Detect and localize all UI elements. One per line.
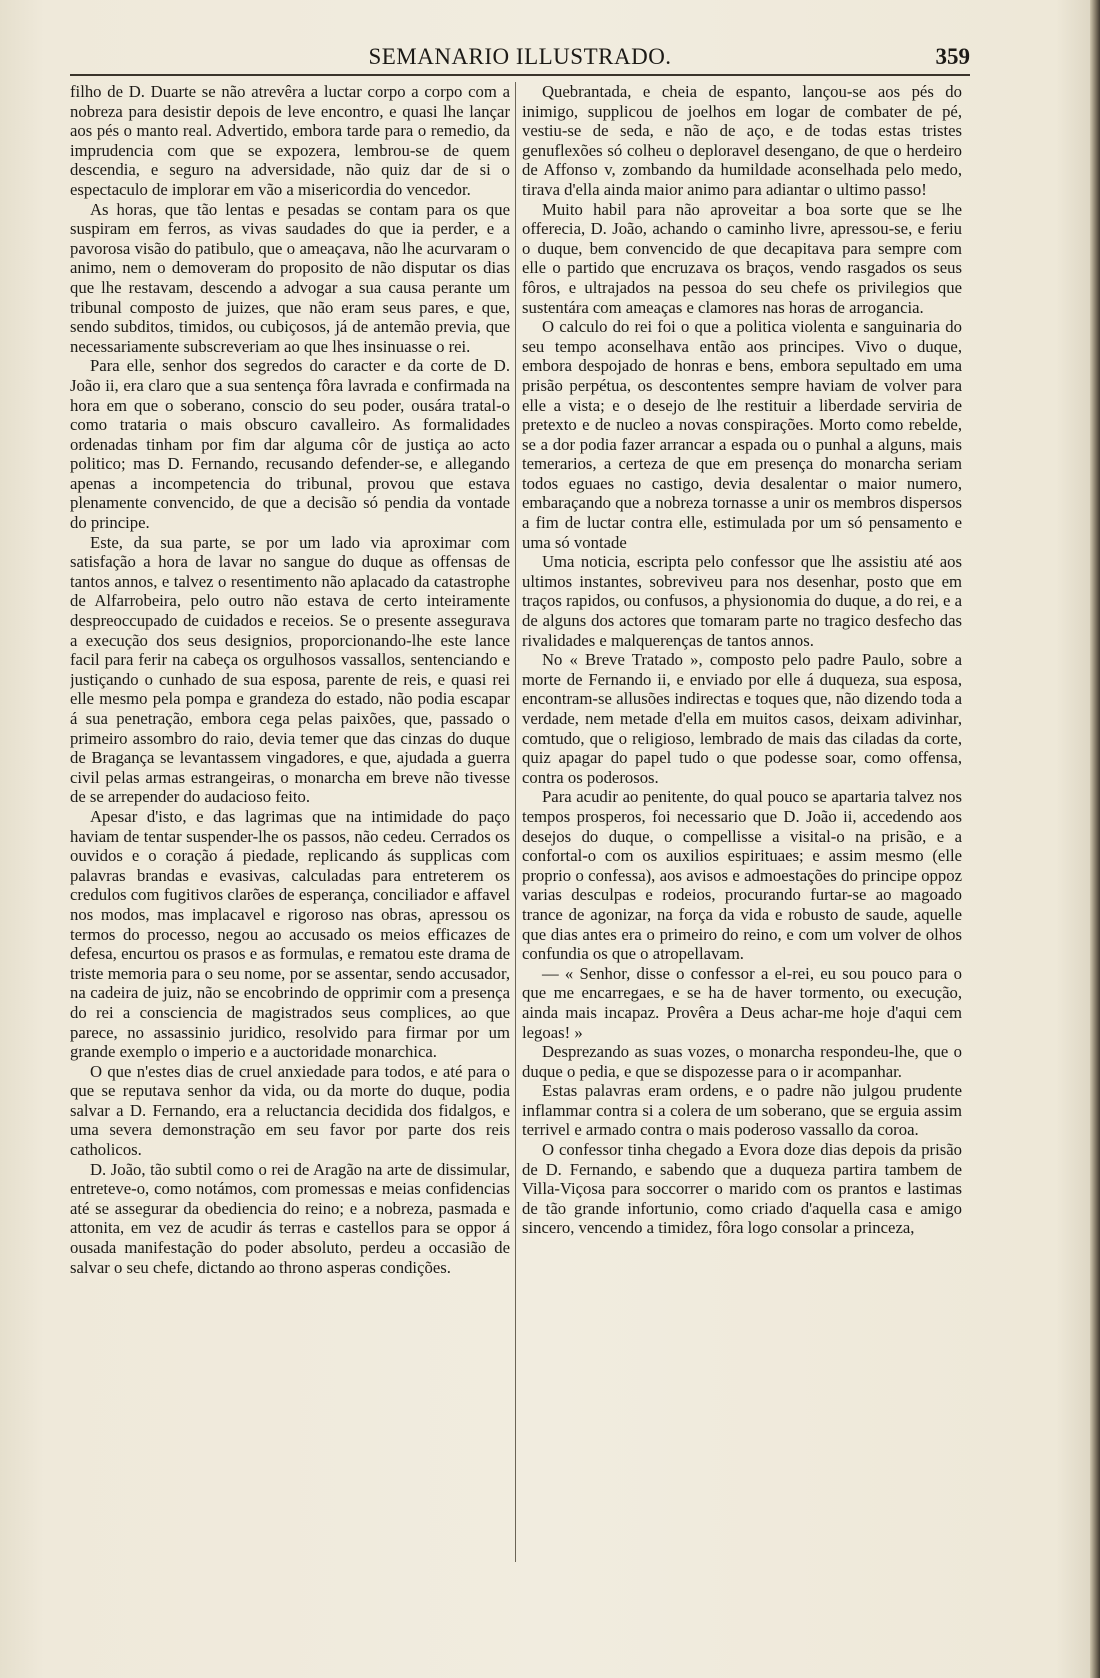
running-title: SEMANARIO ILLUSTRADO.: [368, 44, 672, 69]
paragraph: O calculo do rei foi o que a politica violenta e sanguinaria do seu tempo aconselhava então aos principes. Vivo o duque, embora despojado de honras e bens, embora sepultado em uma prisão perpétua, os descontentes sempre haviam de volver para elle a vista; e o desejo de lhe restituir a liberdade serviria de pretexto e de nucleo a novas conspirações. Morto como rebelde, se a dor podia fazer arrancar a espada ou o punhal a alguns, mais temerarios, a certeza de que em presença do monarcha seriam todos eguaes no castigo, devia desalentar o maior numero, embaraçando que a nobreza tornasse a unir os membros dispersos a fim de luctar contra elle, estimulada por um só pensamento e uma só vontade: [522, 317, 962, 552]
paragraph: Para elle, senhor dos segredos do caracter e da corte de D. João ii, era claro que a sua sentença fôra lavrada e confirmada na hora em que o soberano, conscio do seu poder, ousára tratal-o como trataria o mais obscuro cavalleiro. As formalidades ordenadas tinham por fim dar alguma côr de justiça ao acto politico; mas D. Fernando, recusando defender-se, e allegando apenas a incompetencia do tribunal, provou que estava plenamente convencido, de que a decisão só pendia da vontade do principe.: [70, 356, 510, 533]
paragraph: Para acudir ao penitente, do qual pouco se apartaria talvez nos tempos prosperos, foi necessario que D. João ii, accedendo aos desejos do duque, o compellisse a visital-o na prisão, e a confortal-o com os auxilios espirituaes; e assim mesmo (elle proprio o confessa), aos avisos e admoestações do principe oppoz varias desculpas e rodeios, procurando furtar-se ao magoado trance de agonizar, na força da vida e robusto de saude, aquelle que dias antes era o primeiro do reino, e com um volver de olhos confundia os que o atropellavam.: [522, 787, 962, 964]
page-header: [70, 40, 970, 76]
paragraph: filho de D. Duarte se não atrevêra a luctar corpo a corpo com a nobreza para desistir depois de leve encontro, e quasi lhe lançar aos pés o manto real. Advertido, embora tarde para o remedio, da imprudencia com que se expozera, lembrou-se de quem descendia, e seguro na adversidade, não quiz dar de si o espectaculo de implorar em vão a misericordia do vencedor.: [70, 82, 510, 199]
paragraph: Quebrantada, e cheia de espanto, lançou-se aos pés do inimigo, supplicou de joelhos em logar de combater de pé, vestiu-se de seda, e não de aço, e de todas estas tristes genuflexões só colheu o deploravel desengano, de que o herdeiro de Affonso v, zombando da humildade aconselhada pelo medo, tirava d'ella ainda maior animo para adiantar o ultimo passo!: [522, 82, 962, 199]
paragraph: O que n'estes dias de cruel anxiedade para todos, e até para o que se reputava senhor da vida, ou da morte do duque, podia salvar a D. Fernando, era a reluctancia decidida dos fidalgos, e uma severa demonstração em seu favor por parte dos reis catholicos.: [70, 1061, 510, 1160]
column-divider: [515, 82, 516, 1562]
text-column-right: [522, 82, 962, 1572]
page-number: 359: [935, 44, 970, 69]
paragraph: As horas, que tão lentas e pesadas se contam para os que suspiram em ferros, as vivas saudades do que ia perder, e a pavorosa visão do patibulo, que o ameaçava, não lhe acurvaram o animo, nem o demoveram do proposito de não disputar os dias que lhe restavam, descendo a advogar a sua causa perante um tribunal composto de juizes, que não eram seus pares, e que, sendo subditos, timidos, ou cubiçosos, já de antemão previa, que necessariamente subscreveriam ao que lhes insinuasse o rei.: [70, 199, 510, 356]
paragraph: Uma noticia, escripta pelo confessor que lhe assistiu até aos ultimos instantes, sobreviveu para nos desenhar, posto que em traços rapidos, ou confusos, a physionomia do duque, a do rei, e a de alguns dos actores que tomaram parte no tragico desfecho das rivalidades e malquerenças de tantos annos.: [522, 552, 962, 650]
paragraph: No « Breve Tratado », composto pelo padre Paulo, sobre a morte de Fernando ii, e enviado por elle á duqueza, sua esposa, encontram-se allusões indirectas e toques que, não dizendo toda a verdade, nem metade d'ella em muitos casos, deixam adivinhar, comtudo, que o religioso, lembrado de mais das ciladas da corte, quiz apagar do papel tudo o que podesse soar, como offensa, contra os poderosos.: [522, 650, 962, 787]
page-binding-edge: [1090, 0, 1100, 1678]
paragraph: O confessor tinha chegado a Evora doze dias depois da prisão de D. Fernando, e sabendo que a duqueza partira tambem de Villa-Viçosa para soccorrer o marido com os prantos e lastimas de tão grande infortunio, como criado d'aquella casa e amigo sincero, vencendo a timidez, fôra logo consolar a princeza,: [522, 1140, 962, 1238]
paragraph: Apesar d'isto, e das lagrimas que na intimidade do paço haviam de tentar suspender-lhe os passos, não cedeu. Cerrados os ouvidos e o coração á piedade, replicando ás supplicas com palavras brandas e evasivas, calculadas para entreterem os credulos com fugitivos clarões de esperança, conciliador e affavel nos modos, mas implacavel e rigoroso nas obras, apressou os termos do processo, negou ao accusado os meios efficazes de defesa, encurtou os prasos e as formulas, e rematou este drama de triste memoria para o seu nome, por se assentar, sendo accusador, na cadeira de juiz, não se encobrindo de opprimir com a presença do rei a consciencia de magistrados seus complices, ao que parece, no assassinio juridico, resolvido para firmar por um grande exemplo o imperio e a auctoridade monarchica.: [70, 806, 510, 1062]
paragraph: — « Senhor, disse o confessor a el-rei, eu sou pouco para o que me encarregaes, e se ha de haver tormento, ou execução, ainda mais incapaz. Provêra a Deus achar-me hoje d'aqui cem legoas! »: [522, 963, 962, 1042]
paragraph: Desprezando as suas vozes, o monarcha respondeu-lhe, que o duque o pedia, e que se dispozesse para o ir acompanhar.: [522, 1042, 962, 1081]
paragraph: Estas palavras eram ordens, e o padre não julgou prudente inflammar contra si a colera de um soberano, que se erguia assim terrivel e armado contra o mais poderoso vassallo da coroa.: [522, 1081, 962, 1140]
text-column-left: [70, 82, 510, 1572]
paragraph: Muito habil para não aproveitar a boa sorte que se lhe offerecia, D. João, achando o caminho livre, apressou-se, e feriu o duque, bem convencido de que decapitava para sempre com elle o partido que encruzava os braços, vendo rasgados os seus fôros, e ultrajados na pessoa do seu chefe os privilegios que sustentára com ameaças e clamores nas horas de arrogancia.: [522, 199, 962, 317]
header-rule: [70, 74, 970, 76]
paragraph: Este, da sua parte, se por um lado via aproximar com satisfação a hora de lavar no sangue do duque as offensas de tantos annos, e talvez o resentimento não aplacado da catastrophe de Alfarrobeira, pelo outro não estava de certo inteiramente despreoccupado de cuidados e receios. Se o presente assegurava a execução dos seus designios, proporcionando-lhe este lance facil para ferir na cabeça os orgulhosos vassallos, sentenciando e justiçando o cunhado de sua esposa, parente de reis, e quasi rei elle mesmo pela pompa e grandeza do estado, não podia escapar á sua penetração, embora cega pelas paixões, que, passado o primeiro assombro do raio, devia temer que das cinzas do duque de Bragança se levantassem vingadores, e que, ajudada a guerra civil pelas armas estrangeiras, o monarcha em breve não tivesse de se arrepender do audacioso feito.: [70, 532, 510, 807]
paragraph: D. João, tão subtil como o rei de Aragão na arte de dissimular, entreteve-o, como notámos, com promessas e meias confidencias até se assegurar da obediencia do reino; e a nobreza, pasmada e attonita, em vez de acudir ás terras e castellos para se oppor á ousada manifestação do poder absoluto, perdeu a occasião de salvar o seu chefe, dictando ao throno asperas condições.: [70, 1159, 510, 1277]
